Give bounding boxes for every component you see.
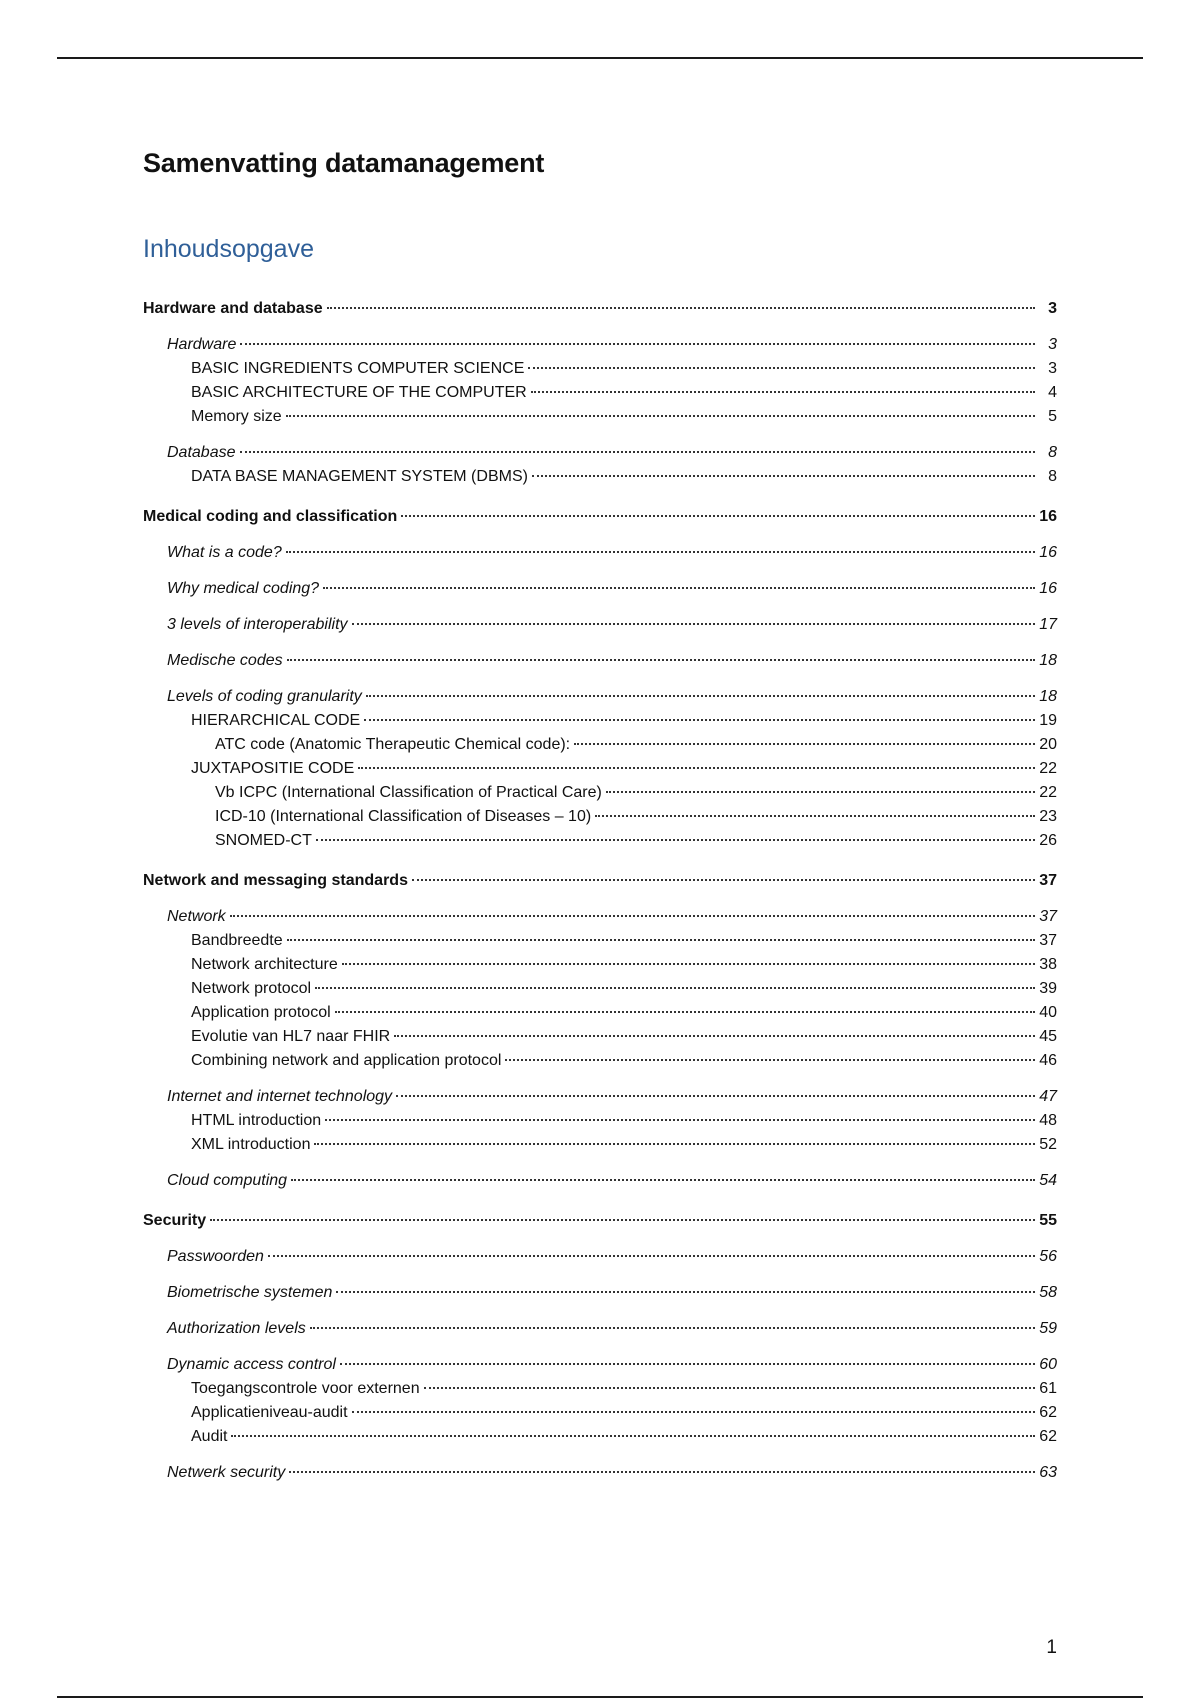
- toc-entry-page: 37: [1039, 872, 1057, 889]
- toc-entry-page: 26: [1039, 832, 1057, 849]
- toc-dot-leader: [531, 391, 1035, 393]
- toc-entry-level-2[interactable]: [143, 685, 1057, 708]
- toc-entry-title: Application protocol: [191, 1004, 331, 1021]
- toc-dot-leader: [352, 623, 1035, 625]
- toc-dot-leader: [287, 659, 1035, 661]
- toc-dot-leader: [268, 1255, 1035, 1257]
- footer-rule: [57, 1696, 1143, 1698]
- toc-entry-page: 22: [1039, 760, 1057, 777]
- toc-entry-title: Network protocol: [191, 980, 312, 997]
- toc-entry-page: 8: [1048, 444, 1057, 461]
- toc-dot-leader: [336, 1291, 1035, 1293]
- toc-entry-page: 20: [1039, 736, 1057, 753]
- toc-entry-level-1[interactable]: [143, 297, 1057, 320]
- toc-dot-leader: [396, 1095, 1035, 1097]
- toc-dot-leader: [606, 791, 1035, 793]
- toc-entry-level-3[interactable]: [143, 1109, 1057, 1132]
- toc-entry-title: XML introduction: [191, 1136, 311, 1153]
- toc-entry-level-2[interactable]: [143, 1169, 1057, 1192]
- toc-entry-title: Applicatieniveau-audit: [191, 1404, 348, 1421]
- toc-entry-page: 62: [1039, 1404, 1057, 1421]
- toc-entry-level-1[interactable]: [143, 1209, 1057, 1232]
- toc-entry-level-2[interactable]: [143, 1353, 1057, 1376]
- toc-dot-leader: [327, 307, 1035, 309]
- toc-entry-title: Dynamic access control: [167, 1356, 336, 1373]
- toc-dot-leader: [401, 515, 1035, 517]
- toc-entry-page: 22: [1039, 784, 1057, 801]
- toc-entry-title: Network: [167, 908, 226, 925]
- toc-entry-title: Medical coding and classification: [143, 508, 398, 525]
- toc-entry-page: 62: [1039, 1428, 1057, 1445]
- toc-dot-leader: [287, 939, 1035, 941]
- toc-entry-title: DATA BASE MANAGEMENT SYSTEM (DBMS): [191, 468, 528, 485]
- toc-dot-leader: [286, 415, 1035, 417]
- toc-entry-title: ATC code (Anatomic Therapeutic Chemical code):: [215, 736, 571, 753]
- toc-entry-title: Combining network and application protocol: [191, 1052, 502, 1069]
- toc-entry-title: JUXTAPOSITIE CODE: [191, 760, 355, 777]
- toc-entry-page: 60: [1039, 1356, 1057, 1373]
- toc-dot-leader: [240, 343, 1035, 345]
- toc-entry-title: Netwerk security: [167, 1464, 286, 1481]
- toc-dot-leader: [352, 1411, 1035, 1413]
- toc-entry-level-3[interactable]: [143, 1425, 1057, 1448]
- toc-entry-level-2[interactable]: [143, 577, 1057, 600]
- toc-entry-page: 52: [1039, 1136, 1057, 1153]
- toc-dot-leader: [291, 1179, 1035, 1181]
- toc-entry-level-2[interactable]: [143, 441, 1057, 464]
- toc-entry-title: Memory size: [191, 408, 282, 425]
- toc-entry-page: 16: [1039, 580, 1057, 597]
- toc-entry-page: 59: [1039, 1320, 1057, 1337]
- toc-dot-leader: [286, 551, 1035, 553]
- toc-dot-leader: [240, 451, 1036, 453]
- toc-dot-leader: [310, 1327, 1035, 1329]
- toc-entry-page: 37: [1039, 908, 1057, 925]
- toc-entry-level-4[interactable]: [143, 781, 1057, 804]
- toc-dot-leader: [210, 1219, 1035, 1221]
- toc-entry-level-2[interactable]: [143, 613, 1057, 636]
- toc-entry-level-2[interactable]: [143, 905, 1057, 928]
- toc-entry-level-2[interactable]: [143, 1317, 1057, 1340]
- toc-entry-level-3[interactable]: [143, 1001, 1057, 1024]
- toc-dot-leader: [366, 695, 1035, 697]
- toc-entry-level-3[interactable]: [143, 977, 1057, 1000]
- toc-entry-title: SNOMED-CT: [215, 832, 312, 849]
- toc-entry-page: 48: [1039, 1112, 1057, 1129]
- toc-heading: Inhoudsopgave: [143, 235, 314, 263]
- toc-entry-level-3[interactable]: [143, 1025, 1057, 1048]
- toc-entry-title: BASIC ARCHITECTURE OF THE COMPUTER: [191, 384, 527, 401]
- toc-entry-title: Toegangscontrole voor externen: [191, 1380, 420, 1397]
- toc-dot-leader: [289, 1471, 1035, 1473]
- toc-entry-page: 3: [1048, 336, 1057, 353]
- toc-dot-leader: [394, 1035, 1035, 1037]
- toc-entry-title: HTML introduction: [191, 1112, 322, 1129]
- toc-dot-leader: [325, 1119, 1035, 1121]
- toc-entry-page: 19: [1039, 712, 1057, 729]
- toc-entry-level-2[interactable]: [143, 333, 1057, 356]
- toc-entry-page: 61: [1039, 1380, 1057, 1397]
- toc-entry-page: 63: [1039, 1464, 1057, 1481]
- toc-entry-level-3[interactable]: [143, 1401, 1057, 1424]
- toc-entry-page: 16: [1039, 508, 1057, 525]
- toc-dot-leader: [231, 1435, 1035, 1437]
- toc-entry-title: Internet and internet technology: [167, 1088, 393, 1105]
- toc-dot-leader: [412, 879, 1035, 881]
- toc-entry-level-2[interactable]: [143, 1461, 1057, 1484]
- toc-entry-page: 54: [1039, 1172, 1057, 1189]
- toc-entry-page: 16: [1039, 544, 1057, 561]
- toc-entry-title: Biometrische systemen: [167, 1284, 333, 1301]
- toc-entry-level-3[interactable]: [143, 465, 1057, 488]
- toc-entry-title: Database: [167, 444, 236, 461]
- toc-entry-level-3[interactable]: [143, 357, 1057, 380]
- toc-entry-title: Audit: [191, 1428, 228, 1445]
- toc-entry-page: 58: [1039, 1284, 1057, 1301]
- toc-entry-title: Medische codes: [167, 652, 283, 669]
- toc-entry-title: Vb ICPC (International Classification of Practical Care): [215, 784, 602, 801]
- toc-entry-page: 18: [1039, 688, 1057, 705]
- toc-entry-level-3[interactable]: [143, 929, 1057, 952]
- toc-entry-title: Passwoorden: [167, 1248, 264, 1265]
- toc-entry-level-3[interactable]: [143, 757, 1057, 780]
- toc-entry-page: 18: [1039, 652, 1057, 669]
- toc-entry-level-3[interactable]: [143, 709, 1057, 732]
- toc-entry-page: 47: [1039, 1088, 1057, 1105]
- toc-entry-title: Evolutie van HL7 naar FHIR: [191, 1028, 391, 1045]
- toc-dot-leader: [574, 743, 1035, 745]
- toc-entry-title: Why medical coding?: [167, 580, 320, 597]
- toc-entry-title: Authorization levels: [167, 1320, 306, 1337]
- toc-entry-level-2[interactable]: [143, 1245, 1057, 1268]
- toc-entry-page: 3: [1048, 300, 1057, 317]
- toc-entry-title: Bandbreedte: [191, 932, 283, 949]
- toc-entry-level-3[interactable]: [143, 1049, 1057, 1072]
- toc-dot-leader: [364, 719, 1035, 721]
- table-of-contents: [143, 297, 1057, 1484]
- header-rule: [57, 57, 1143, 59]
- toc-entry-level-4[interactable]: [143, 733, 1057, 756]
- toc-entry-level-3[interactable]: [143, 405, 1057, 428]
- toc-dot-leader: [335, 1011, 1035, 1013]
- toc-entry-title: Hardware and database: [143, 300, 323, 317]
- page-number: 1: [1046, 1637, 1057, 1658]
- toc-entry-page: 55: [1039, 1212, 1057, 1229]
- toc-dot-leader: [528, 367, 1035, 369]
- toc-entry-page: 23: [1039, 808, 1057, 825]
- toc-entry-title: Network and messaging standards: [143, 872, 408, 889]
- toc-entry-title: HIERARCHICAL CODE: [191, 712, 361, 729]
- toc-dot-leader: [505, 1059, 1035, 1061]
- toc-entry-level-2[interactable]: [143, 541, 1057, 564]
- toc-dot-leader: [230, 915, 1035, 917]
- toc-entry-level-2[interactable]: [143, 1085, 1057, 1108]
- toc-entry-level-4[interactable]: [143, 805, 1057, 828]
- toc-entry-page: 39: [1039, 980, 1057, 997]
- toc-entry-level-1[interactable]: [143, 505, 1057, 528]
- toc-entry-level-1[interactable]: [143, 869, 1057, 892]
- toc-entry-title: BASIC INGREDIENTS COMPUTER SCIENCE: [191, 360, 525, 377]
- toc-dot-leader: [340, 1363, 1035, 1365]
- toc-entry-level-3[interactable]: [143, 1377, 1057, 1400]
- toc-entry-page: 4: [1048, 384, 1057, 401]
- toc-entry-page: 17: [1039, 616, 1057, 633]
- toc-entry-level-2[interactable]: [143, 1281, 1057, 1304]
- toc-entry-page: 3: [1048, 360, 1057, 377]
- toc-entry-page: 5: [1048, 408, 1057, 425]
- toc-dot-leader: [342, 963, 1035, 965]
- toc-entry-page: 46: [1039, 1052, 1057, 1069]
- toc-entry-title: Hardware: [167, 336, 237, 353]
- toc-entry-title: 3 levels of interoperability: [167, 616, 348, 633]
- toc-dot-leader: [316, 839, 1035, 841]
- toc-entry-level-2[interactable]: [143, 649, 1057, 672]
- toc-entry-title: Cloud computing: [167, 1172, 288, 1189]
- toc-dot-leader: [595, 815, 1035, 817]
- toc-entry-level-3[interactable]: [143, 1133, 1057, 1156]
- toc-dot-leader: [358, 767, 1035, 769]
- toc-entry-page: 8: [1048, 468, 1057, 485]
- toc-dot-leader: [315, 987, 1035, 989]
- toc-entry-page: 37: [1039, 932, 1057, 949]
- toc-entry-level-3[interactable]: [143, 953, 1057, 976]
- toc-entry-page: 56: [1039, 1248, 1057, 1265]
- toc-dot-leader: [424, 1387, 1035, 1389]
- toc-entry-level-3[interactable]: [143, 381, 1057, 404]
- toc-entry-title: Network architecture: [191, 956, 338, 973]
- toc-entry-page: 38: [1039, 956, 1057, 973]
- toc-entry-page: 45: [1039, 1028, 1057, 1045]
- toc-entry-page: 40: [1039, 1004, 1057, 1021]
- toc-dot-leader: [314, 1143, 1035, 1145]
- toc-entry-level-4[interactable]: [143, 829, 1057, 852]
- toc-entry-title: Levels of coding granularity: [167, 688, 362, 705]
- document-title: Samenvatting datamanagement: [143, 148, 545, 178]
- toc-entry-title: Security: [143, 1212, 207, 1229]
- toc-dot-leader: [532, 475, 1035, 477]
- toc-entry-title: ICD-10 (International Classification of Diseases – 10): [215, 808, 592, 825]
- toc-dot-leader: [323, 587, 1035, 589]
- toc-entry-title: What is a code?: [167, 544, 282, 561]
